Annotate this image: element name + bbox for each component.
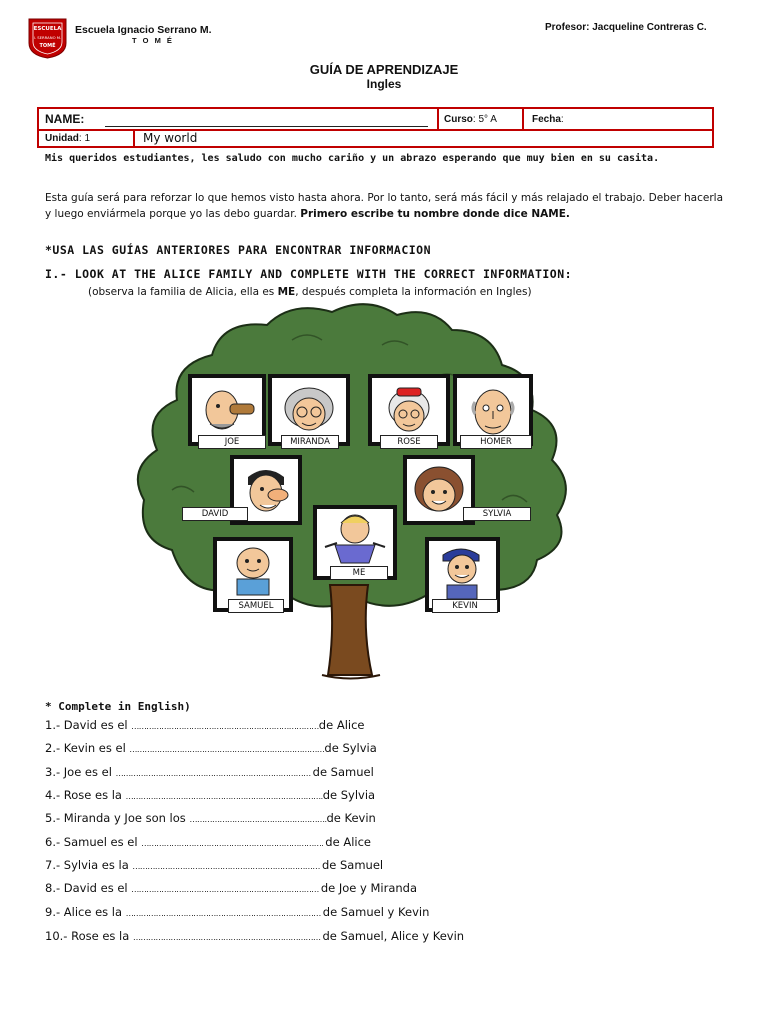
answer-blank[interactable]: ………………………………………………………………… bbox=[132, 933, 323, 942]
answer-blank[interactable]: …………………………………………………………………… bbox=[115, 769, 313, 778]
instructions-text: Esta guía será para reforzar lo que hemos visto hasta ahora. Por lo tanto, será más fácil y más relajado el trabajo. Deber hacerla y luego enviármela porque yo las debo guardar. bbox=[45, 192, 723, 220]
fecha-label: Fecha bbox=[532, 114, 561, 125]
use-previous-guides-note: *USA LAS GUÍAS ANTERIORES PARA ENCONTRAR INFORMACION bbox=[45, 243, 432, 257]
student-info-table bbox=[37, 107, 714, 148]
question-suffix: de Samuel bbox=[321, 858, 384, 872]
exercise-question-8 bbox=[45, 881, 417, 895]
label-joe: JOE bbox=[198, 435, 266, 449]
unidad-value: : 1 bbox=[78, 133, 91, 144]
homer-face-icon bbox=[457, 378, 529, 442]
name-label: NAME: bbox=[45, 112, 85, 126]
fecha-colon: : bbox=[560, 114, 564, 125]
subtitle-text-b: , después completa la información en Ingles) bbox=[295, 286, 532, 298]
question-prompt: 6.- Samuel es el bbox=[45, 835, 142, 849]
unidad-label: Unidad bbox=[45, 133, 79, 144]
label-sylvia: SYLVIA bbox=[463, 507, 531, 521]
guide-subtitle: Ingles bbox=[366, 77, 402, 91]
question-suffix: de Joe y Miranda bbox=[320, 881, 418, 895]
label-rose: ROSE bbox=[380, 435, 438, 449]
question-prompt: 7.- Sylvia es la bbox=[45, 858, 133, 872]
question-prompt: 10.- Rose es la bbox=[45, 929, 133, 943]
answer-blank[interactable]: …………………………………………………………………… bbox=[125, 909, 323, 918]
answer-blank[interactable]: ……………………………………………………………………. bbox=[125, 792, 323, 801]
answer-blank[interactable]: ………………………………………………………………… bbox=[131, 722, 319, 731]
complete-in-english-heading: * Complete in English) bbox=[45, 700, 191, 713]
instructions-bold: Primero escribe tu nombre donde dice NAME. bbox=[300, 208, 570, 220]
unit-name-cell bbox=[135, 131, 712, 147]
question-suffix: de Samuel bbox=[312, 765, 374, 779]
label-kevin: KEVIN bbox=[432, 599, 498, 613]
svg-text:ESCUELA: ESCUELA bbox=[33, 26, 62, 32]
curso-label: Curso bbox=[444, 114, 473, 125]
joe-face-icon bbox=[192, 378, 262, 442]
question-suffix: de Samuel, Alice y Kevin bbox=[322, 929, 465, 943]
exercise-question-7 bbox=[45, 858, 383, 872]
greeting-paragraph: Mis queridos estudiantes, les saludo con mucho cariño y un abrazo esperando que muy bien en su casita. bbox=[45, 153, 660, 164]
teacher-name: Profesor: Jacqueline Contreras C. bbox=[545, 22, 707, 33]
question-suffix: de Alice bbox=[325, 835, 371, 849]
sylvia-face-icon bbox=[407, 459, 471, 521]
exercise-question-1 bbox=[45, 718, 364, 732]
question-suffix: de Kevin bbox=[326, 811, 376, 825]
unidad-cell bbox=[39, 131, 135, 147]
svg-text:TOMÉ: TOMÉ bbox=[39, 43, 56, 49]
exercise-question-6 bbox=[45, 835, 371, 849]
question-prompt: 2.- Kevin es el bbox=[45, 741, 130, 755]
family-tree-illustration bbox=[132, 300, 572, 685]
school-city: T O M É bbox=[132, 36, 174, 45]
exercise-question-5 bbox=[45, 811, 376, 825]
label-david: DAVID bbox=[182, 507, 248, 521]
fecha-cell[interactable] bbox=[524, 109, 712, 131]
unit-name: My world bbox=[143, 131, 198, 145]
school-name: Escuela Ignacio Serrano M. bbox=[75, 24, 212, 36]
question-suffix: de Alice bbox=[318, 718, 365, 732]
instructions-paragraph bbox=[45, 190, 723, 222]
exercise-question-2 bbox=[45, 741, 377, 755]
answer-blank[interactable]: ………………………………………………………………… bbox=[131, 885, 321, 894]
question-prompt: 5.- Miranda y Joe son los bbox=[45, 811, 190, 825]
svg-text:I. SERRANO M.: I. SERRANO M. bbox=[33, 35, 62, 40]
name-write-line[interactable] bbox=[105, 126, 428, 127]
label-samuel: SAMUEL bbox=[228, 599, 284, 613]
curso-cell bbox=[439, 109, 524, 131]
exercise-question-4 bbox=[45, 788, 375, 802]
answer-blank[interactable]: ………………………………………………. bbox=[189, 815, 327, 824]
curso-value: : 5° A bbox=[472, 114, 497, 125]
question-prompt: 1.- David es el bbox=[45, 718, 132, 732]
label-miranda: MIRANDA bbox=[281, 435, 339, 449]
exercise-one-heading: I.- LOOK AT THE ALICE FAMILY AND COMPLETE WITH THE CORRECT INFORMATION: bbox=[45, 267, 573, 281]
question-prompt: 3.- Joe es el bbox=[45, 765, 116, 779]
label-me: ME bbox=[330, 566, 388, 580]
label-homer: HOMER bbox=[460, 435, 532, 449]
name-cell[interactable] bbox=[39, 109, 439, 131]
samuel-baby-icon bbox=[217, 541, 289, 608]
answer-blank[interactable]: ………………………………………………………………… bbox=[132, 862, 322, 871]
exercise-question-9 bbox=[45, 905, 429, 919]
question-suffix: de Sylvia bbox=[324, 741, 377, 755]
miranda-face-icon bbox=[272, 378, 346, 442]
rose-face-icon bbox=[372, 378, 446, 442]
subtitle-me: ME bbox=[277, 286, 296, 298]
question-prompt: 9.- Alice es la bbox=[45, 905, 126, 919]
exercise-question-3 bbox=[45, 765, 374, 779]
question-prompt: 4.- Rose es la bbox=[45, 788, 126, 802]
question-suffix: de Sylvia bbox=[322, 788, 376, 802]
exercise-question-10 bbox=[45, 929, 464, 943]
question-prompt: 8.- David es el bbox=[45, 881, 132, 895]
school-crest-logo bbox=[27, 17, 68, 59]
question-suffix: de Samuel y Kevin bbox=[322, 905, 430, 919]
subtitle-text-a: (observa la familia de Alicia, ella es bbox=[88, 286, 278, 298]
exercise-one-subtitle bbox=[88, 284, 688, 300]
guide-title: GUÍA DE APRENDIZAJE bbox=[309, 62, 459, 77]
answer-blank[interactable]: …………………………………………………………………… bbox=[129, 745, 325, 754]
kevin-boy-icon bbox=[429, 541, 496, 608]
answer-blank[interactable]: ………………………………………………………………. bbox=[141, 839, 326, 848]
